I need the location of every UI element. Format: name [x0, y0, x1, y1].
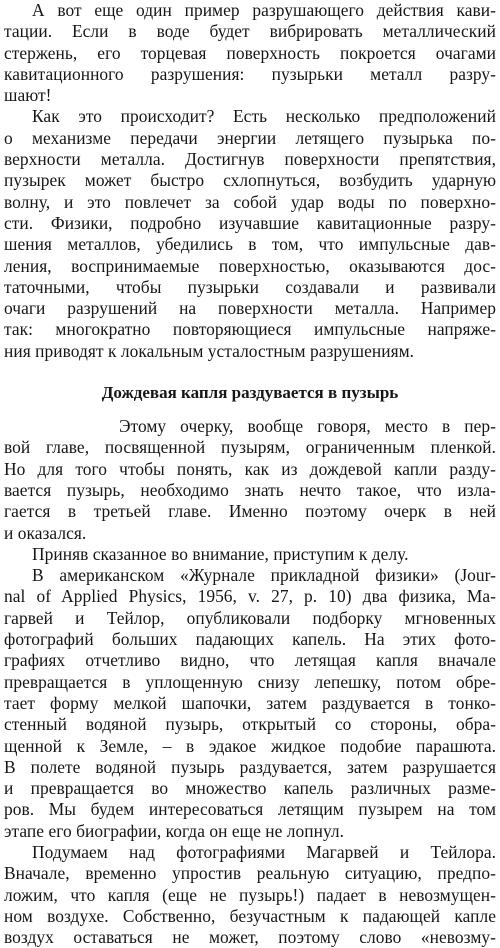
paragraph [4, 544, 496, 565]
text-line: пузырек может быстро схлопнуться, возбудить ударную [4, 170, 496, 191]
text-line: волну, и это повлечет за собой удар воды по поверхно- [4, 191, 496, 212]
text-line: тает форму мелкой шапочки, затем раздувается в тонко- [4, 692, 496, 713]
text-line: таточными, чтобы пузырьки создавали и развивали [4, 276, 496, 297]
text-line: вается пузырь, необходимо знать нечто такое, что изла- [4, 479, 496, 500]
paragraph [4, 565, 496, 842]
text-line: стенный водяной пузырь, открытый со стороны, обра- [4, 714, 496, 735]
paragraph [4, 416, 496, 544]
text-line: ложим, что капля (еще не пузырь!) падает в невозмущен- [4, 884, 496, 905]
text-line: Как это происходит? Есть несколько предположений [32, 106, 496, 127]
text-line: В американском «Журнале прикладной физики» (Jour- [32, 565, 496, 586]
text-line: верхности металла. Достигнув поверхности препятствия, [4, 149, 496, 170]
text-line: ления, воспринимаемые поверхностью, оказываются дос- [4, 255, 496, 276]
text-line: Приняв сказанное во внимание, приступим к делу. [32, 543, 409, 564]
text-line: гается в третьей главе. Именно поэтому очерк в ней [4, 501, 496, 522]
paragraph [4, 0, 496, 106]
section-heading: Дождевая капля раздувается в пузырь [101, 383, 399, 403]
text-line: этапе его биографии, когда он еще не лопнул. [4, 820, 345, 841]
paragraph [4, 842, 496, 948]
text-line: воздух оставаться не может, поэтому слово «невозму- [4, 927, 496, 948]
text-line: Этому очерку, вообще говоря, место в пер- [119, 416, 496, 437]
text-line: ния приводят к локальным усталостным разрушениям. [4, 340, 415, 361]
text-line: так: многократно повторяющиеся импульсные напряже- [4, 319, 496, 340]
text-line: nal of Applied Physics, 1956, v. 27, p. 10) два физика, Ма- [4, 586, 496, 607]
text-line: графиях отчетливо видно, что летящая капля вначале [4, 650, 496, 671]
text-line: гарвей и Тейлор, опубликовали подборку мгновенных [4, 607, 496, 628]
text-line: А вот еще один пример разрушающего действия кави- [32, 0, 496, 20]
text-line: превращается в уплощенную снизу лепешку, потом обре- [4, 671, 496, 692]
text-line: ров. Мы будем интересоваться летящим пузырем на том [4, 799, 496, 820]
text-line: шения металлов, убедились в том, что импульсные дав- [4, 234, 496, 255]
text-line: кавитационного разрушения: пузырьки металл разру- [4, 63, 496, 84]
text-line: и оказался. [4, 522, 87, 543]
text-line: очаги разрушений на поверхности металла. Например [4, 298, 496, 319]
text-line: щенной к Земле, – в эдакое жидкое подобие парашюта. [4, 735, 496, 756]
text-line: о механизме передачи энергии летящего пузырька по- [4, 127, 496, 148]
text-line: сти. Физики, подробно изучавшие кавитационные разру- [4, 212, 496, 233]
text-line: фотографий больших падающих капель. На этих фото- [4, 629, 496, 650]
text-line: шают! [4, 85, 52, 106]
text-line: стержень, его торцевая поверхность покроется очагами [4, 42, 496, 63]
text-line: Подумаем над фотографиями Магарвей и Тейлора. [32, 841, 496, 862]
text-line: вой главе, посвященной пузырям, ограниченным пленкой. [4, 437, 496, 458]
text-line: В полете водяной пузырь раздувается, затем разрушается [4, 756, 496, 777]
text-line: Вначале, временно упростив реальную ситуацию, предпо- [4, 863, 496, 884]
text-line: и превращается во множество капель различных разме- [4, 778, 496, 799]
text-line: ном воздухе. Собственно, безучастным к падающей капле [4, 905, 496, 926]
text-line: Но для того чтобы понять, как из дождевой капли разду- [4, 458, 496, 479]
text-line: тации. Если в воде будет вибрировать металлический [4, 21, 496, 42]
paragraph [4, 106, 496, 362]
